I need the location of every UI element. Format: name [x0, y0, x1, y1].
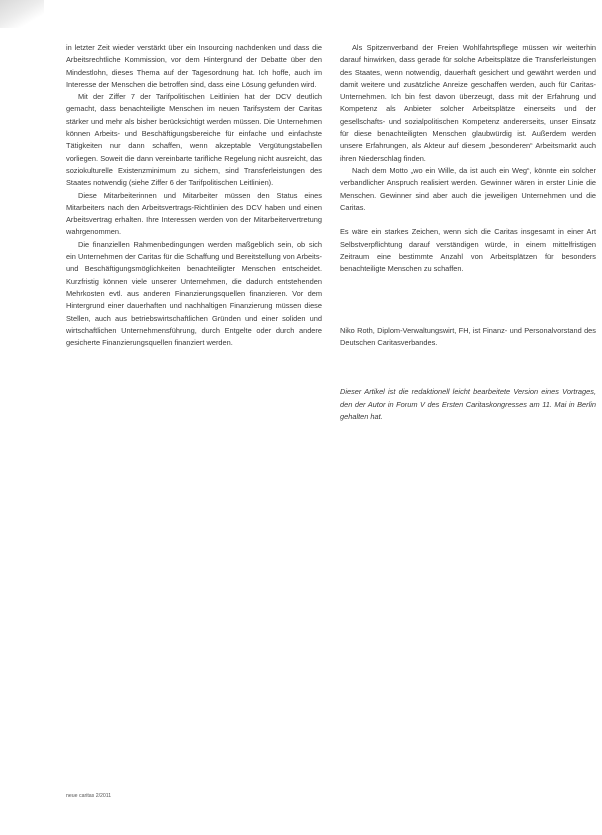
spacer [340, 349, 596, 374]
spacer [340, 214, 596, 226]
page-corner-shade [0, 0, 44, 28]
spacer [340, 300, 596, 325]
editorial-note: Dieser Artikel ist die redaktionell leicht bearbeitete Version eines Vortrages, den der Autor in Forum V des Ersten Caritaskongresses am 11. Mai in Berlin gehalten hat. [340, 387, 596, 421]
author-bio: Niko Roth, Diplom-Verwaltungswirt, FH, ist Finanz- und Personalvorstand des Deutschen Caritasverbandes. [340, 325, 596, 348]
left-paragraph-4: Die finanziellen Rahmenbedingungen werden maßgeblich sein, ob sich ein Unternehmen der Caritas für die Schaffung und Bereitstellung von Arbeits- und Beschäftigungsmöglichkeiten benachteiligter Menschen entscheidet. Kurzfristig können viele unserer Unternehmen, die dadurch entstehenden Mehrkosten evtl. aus anderen Finanzierungsquellen finanzieren. Vor dem Hintergrund einer dauerhaften und nachhaltigen Finanzierung müssen diese Stellen, auch aus betriebswirtschaftlichen Gründen und einer soliden und wirtschaftlichen Unternehmensführung, durch Entgelte oder durch andere gesicherte Finanzierungsquellen finanziert werden. [66, 239, 322, 348]
right-paragraph-3: Es wäre ein starkes Zeichen, wenn sich die Caritas insgesamt in einer Art Selbstverpflichtung darauf verständigen würde, in einem mittelfristigen Zeitraum eine bestimmte Anzahl von Arbeitsplätzen für besonders benachteiligte Menschen zu schaffen. [340, 227, 596, 274]
spacer [340, 276, 596, 301]
left-paragraph-2: Mit der Ziffer 7 der Tarifpolitischen Leitlinien hat der DCV deutlich gemacht, dass benachteiligte Menschen im neuen Tarifsystem der Caritas stärker und mehr als bisher berücksichtigt werden müssen. Die Unternehmen können Arbeits- und Beschäftigungsbereiche für einfache und einfachste Tätigkeiten nur dann schaffen, wenn akzeptable Vergütungstabellen vorliegen. Soweit die dann vereinbarte tarifliche Regelung nicht ausreicht, das soziokulturelle Existenzminimum zu sichern, sind Transferleistungen des Staates notwendig (siehe Ziffer 6 der Tarifpolitischen Leitlinien). [66, 92, 322, 188]
right-paragraph-2: Nach dem Motto „wo ein Wille, da ist auch ein Weg“, könnte ein solcher verbandlicher Anspruch realisiert werden. Gewinner wären in erster Linie die Menschen. Gewinner sind aber auch die jeweiligen Unternehmen und die Caritas. [340, 165, 596, 212]
left-paragraph-3: Diese Mitarbeiterinnen und Mitarbeiter müssen den Status eines Mitarbeiters nach den Arbeitsvertrags-Richtlinien des DCV haben und einen Arbeitsvertrag erhalten. Ihre Interessen werden von der Mitarbeitervertretung wahrgenommen. [66, 190, 322, 237]
page-footer: neue caritas 2/2011 [66, 793, 112, 799]
right-paragraph-1: Als Spitzenverband der Freien Wohlfahrtspflege müssen wir weiterhin darauf hinwirken, dass gerade für solche Arbeitsplätze die Transferleistungen des Staates, wenn notwendig, dauerhaft gesichert und gewährt werden und damit weitere und zusätzliche Anreize geschaffen werden, auch für Caritas-Unternehmen. Ich bin fest davon überzeugt, dass mit der Erfahrung und Kompetenz als Anbieter solcher Arbeitsplätze einerseits und der gesellschafts- und sozialpolitischen Kompetenz andererseits, unser Einsatz für diese benachteiligten Menschen glaubwürdig ist. Außerdem werden unsere Erfahrungen, als Akteur auf diesem „besonderen“ Arbeitsmarkt auch ihren Niederschlag finden. [340, 43, 596, 163]
right-column [340, 42, 596, 423]
left-column [66, 42, 322, 349]
spacer [340, 374, 596, 386]
left-paragraph-1: in letzter Zeit wieder verstärkt über ein Insourcing nachdenken und dass die Arbeitsrechtliche Kommission, vor dem Hintergrund der Debatte über den Mindestlohn, dieses Thema auf der Tagesordnung hat. Ich hoffe, auch im Interesse der Menschen die betroffen sind, dass eine Lösung gefunden wird. [66, 43, 322, 89]
